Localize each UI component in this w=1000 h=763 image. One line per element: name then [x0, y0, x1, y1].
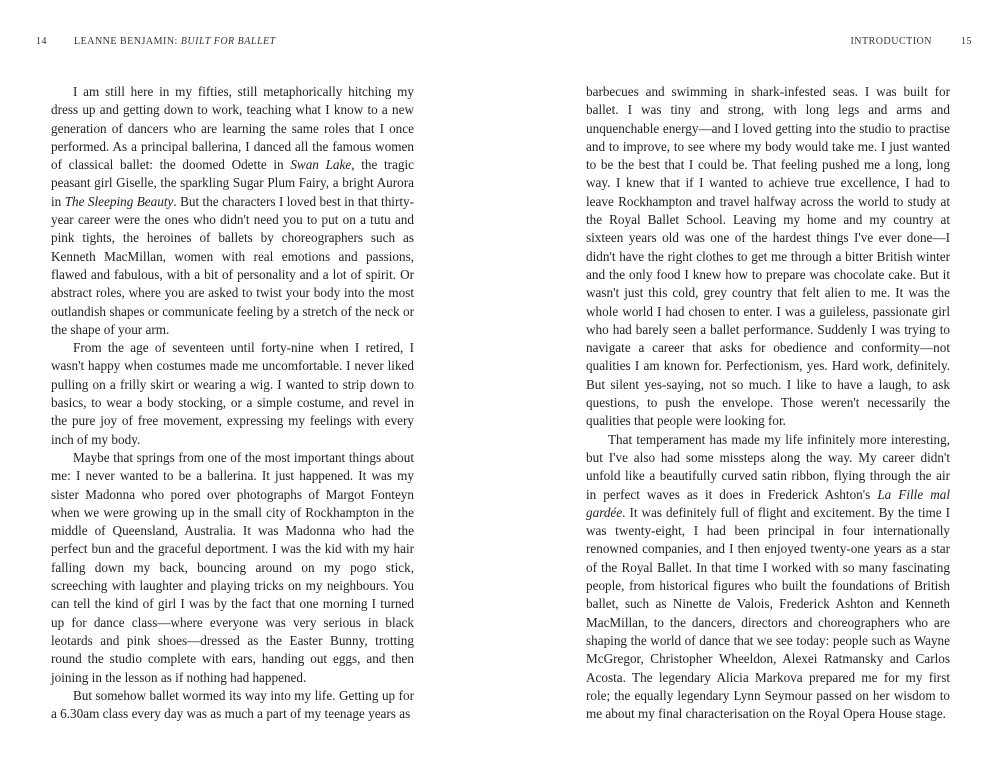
right-body-text	[586, 83, 950, 723]
paragraph-text: , the tragic peasant girl Giselle, the sparkling Sugar Plum Fairy, a bright Aurora in	[51, 157, 414, 209]
paragraph: But somehow ballet wormed its way into my life. Getting up for a 6.30am class every day was as much a part of my teenage years as	[51, 687, 414, 722]
running-head-title	[74, 36, 276, 47]
paragraph: From the age of seventeen until forty-nine when I retired, I wasn't happy when costumes made me uncomfortable. I never liked pulling on a frilly skirt or wearing a wig. I wanted to strip down to basics, to wear a body stocking, or a simple costume, and revel in the pure joy of free movement, expressing my feelings with every inch of my body.	[51, 340, 414, 447]
paragraph-text: I am still here in my fifties, still metaphorically hitching my dress up and getting down to work, teaching what I know to a new generation of dancers who are learning the same roles that I once performed. As a principal ballerina, I danced all the famous women of classical ballet: the doomed Odette in	[51, 84, 414, 173]
left-page	[36, 0, 436, 763]
ballet-title: Swan Lake	[290, 157, 352, 173]
paragraph: Maybe that springs from one of the most important things about me: I never wanted to be a ballerina. It just happened. It was my sister Madonna who pored over photographs of Margot Fonteyn when we were growing up in the small city of Rockhampton in the middle of Queensland, Australia. It was Madonna who had the perfect bun and the graceful deportment. I was the kid with my hair falling down my back, bouncing around on my pogo stick, screeching with laughter and playing tricks on my neighbours. You can tell the kind of girl I was by the fact that one morning I turned up for dance class—where everyone was very serious in black leotards and pink shoes—dressed as the Easter Bunny, trotting round the studio complete with ears, handing out eggs, and then joining in the lesson as if nothing had happened.	[51, 449, 414, 685]
right-page	[572, 0, 972, 763]
paragraph	[586, 431, 950, 724]
running-head-author: LEANNE BENJAMIN:	[74, 36, 178, 47]
left-body-text	[51, 83, 414, 723]
ballet-title: La Fille mal gardée	[586, 486, 950, 520]
paragraph-text: That temperament has made my life infinitely more interesting, but I've also had some missteps along the way. My career didn't unfold like a beautifully curved satin ribbon, flying through the air in perfect waves as it does in Frederick Ashton's	[586, 431, 950, 502]
paragraph-text: . But the characters I loved best in that thirty-year career were the ones who didn't need you to put on a tutu and pink tights, the heroines of ballets by choreographers such as Kenneth MacMillan, women with real emotions and passions, flawed and fabulous, with a bit of personality and a lot of spirit. Or abstract roles, where you are asked to twist your body into the most outlandish shapes or communicate feeling by a stretch of the neck or the shape of your arm.	[51, 193, 414, 337]
page-number: 14	[36, 36, 47, 47]
ballet-title: The Sleeping Beauty	[64, 193, 174, 209]
running-head-title: INTRODUCTION	[850, 36, 932, 47]
right-running-head	[572, 36, 972, 50]
left-running-head	[36, 36, 436, 50]
page-number: 15	[961, 36, 972, 47]
paragraph	[51, 83, 414, 339]
running-head-book-title: BUILT FOR BALLET	[180, 36, 276, 47]
paragraph-continued: barbecues and swimming in shark-infested seas. I was built for ballet. I was tiny and strong, with long legs and arms and unquenchable energy—and I loved getting into the studio to practise and to improve, to see where my body would take me. I just wanted to be the best that I could be. That feeling pushed me a long, long way. I knew that if I wanted to achieve true excellence, I had to leave Rockhampton and travel halfway across the world to study at the Royal Ballet School. Leaving my home and my country at sixteen years old was one of the hardest things I've ever done—I didn't have the right clothes to get me through a bitter British winter and the only food I knew how to prepare was chocolate cake. But it wasn't just this cold, grey country that felt alien to me. It was the whole world I had chosen to enter. I was a guileless, passionate girl who had barely seen a ballet performance. Suddenly I was trying to navigate a career that asks for obedience and conformity—not qualities I am known for. Perfectionism, yes. Hard work, definitely. But silent yes-saying, not so much. I like to have a laugh, to ask questions, to push the envelope. Those weren't necessarily the qualities that people were looking for.	[586, 84, 950, 429]
paragraph-text: . It was definitely full of flight and excitement. By the time I was twenty-eight, I had been principal in four internationally renowned companies, and I then enjoyed twenty-one years as a star of the Royal Ballet. In that time I worked with so many fascinating people, from historical figures who built the foundations of British ballet, such as Ninette de Valois, Frederick Ashton and Kenneth MacMillan, to the dancers, directors and choreographers who are shaping the world of dance that we see today: people such as Wayne McGregor, Christopher Wheeldon, Alexei Ratmansky and Carlos Acosta. The legendary Alicia Markova prepared me for my first role; the equally legendary Lynn Seymour passed on her wisdom to me about my final characterisation on the Royal Opera House stage.	[586, 504, 950, 722]
